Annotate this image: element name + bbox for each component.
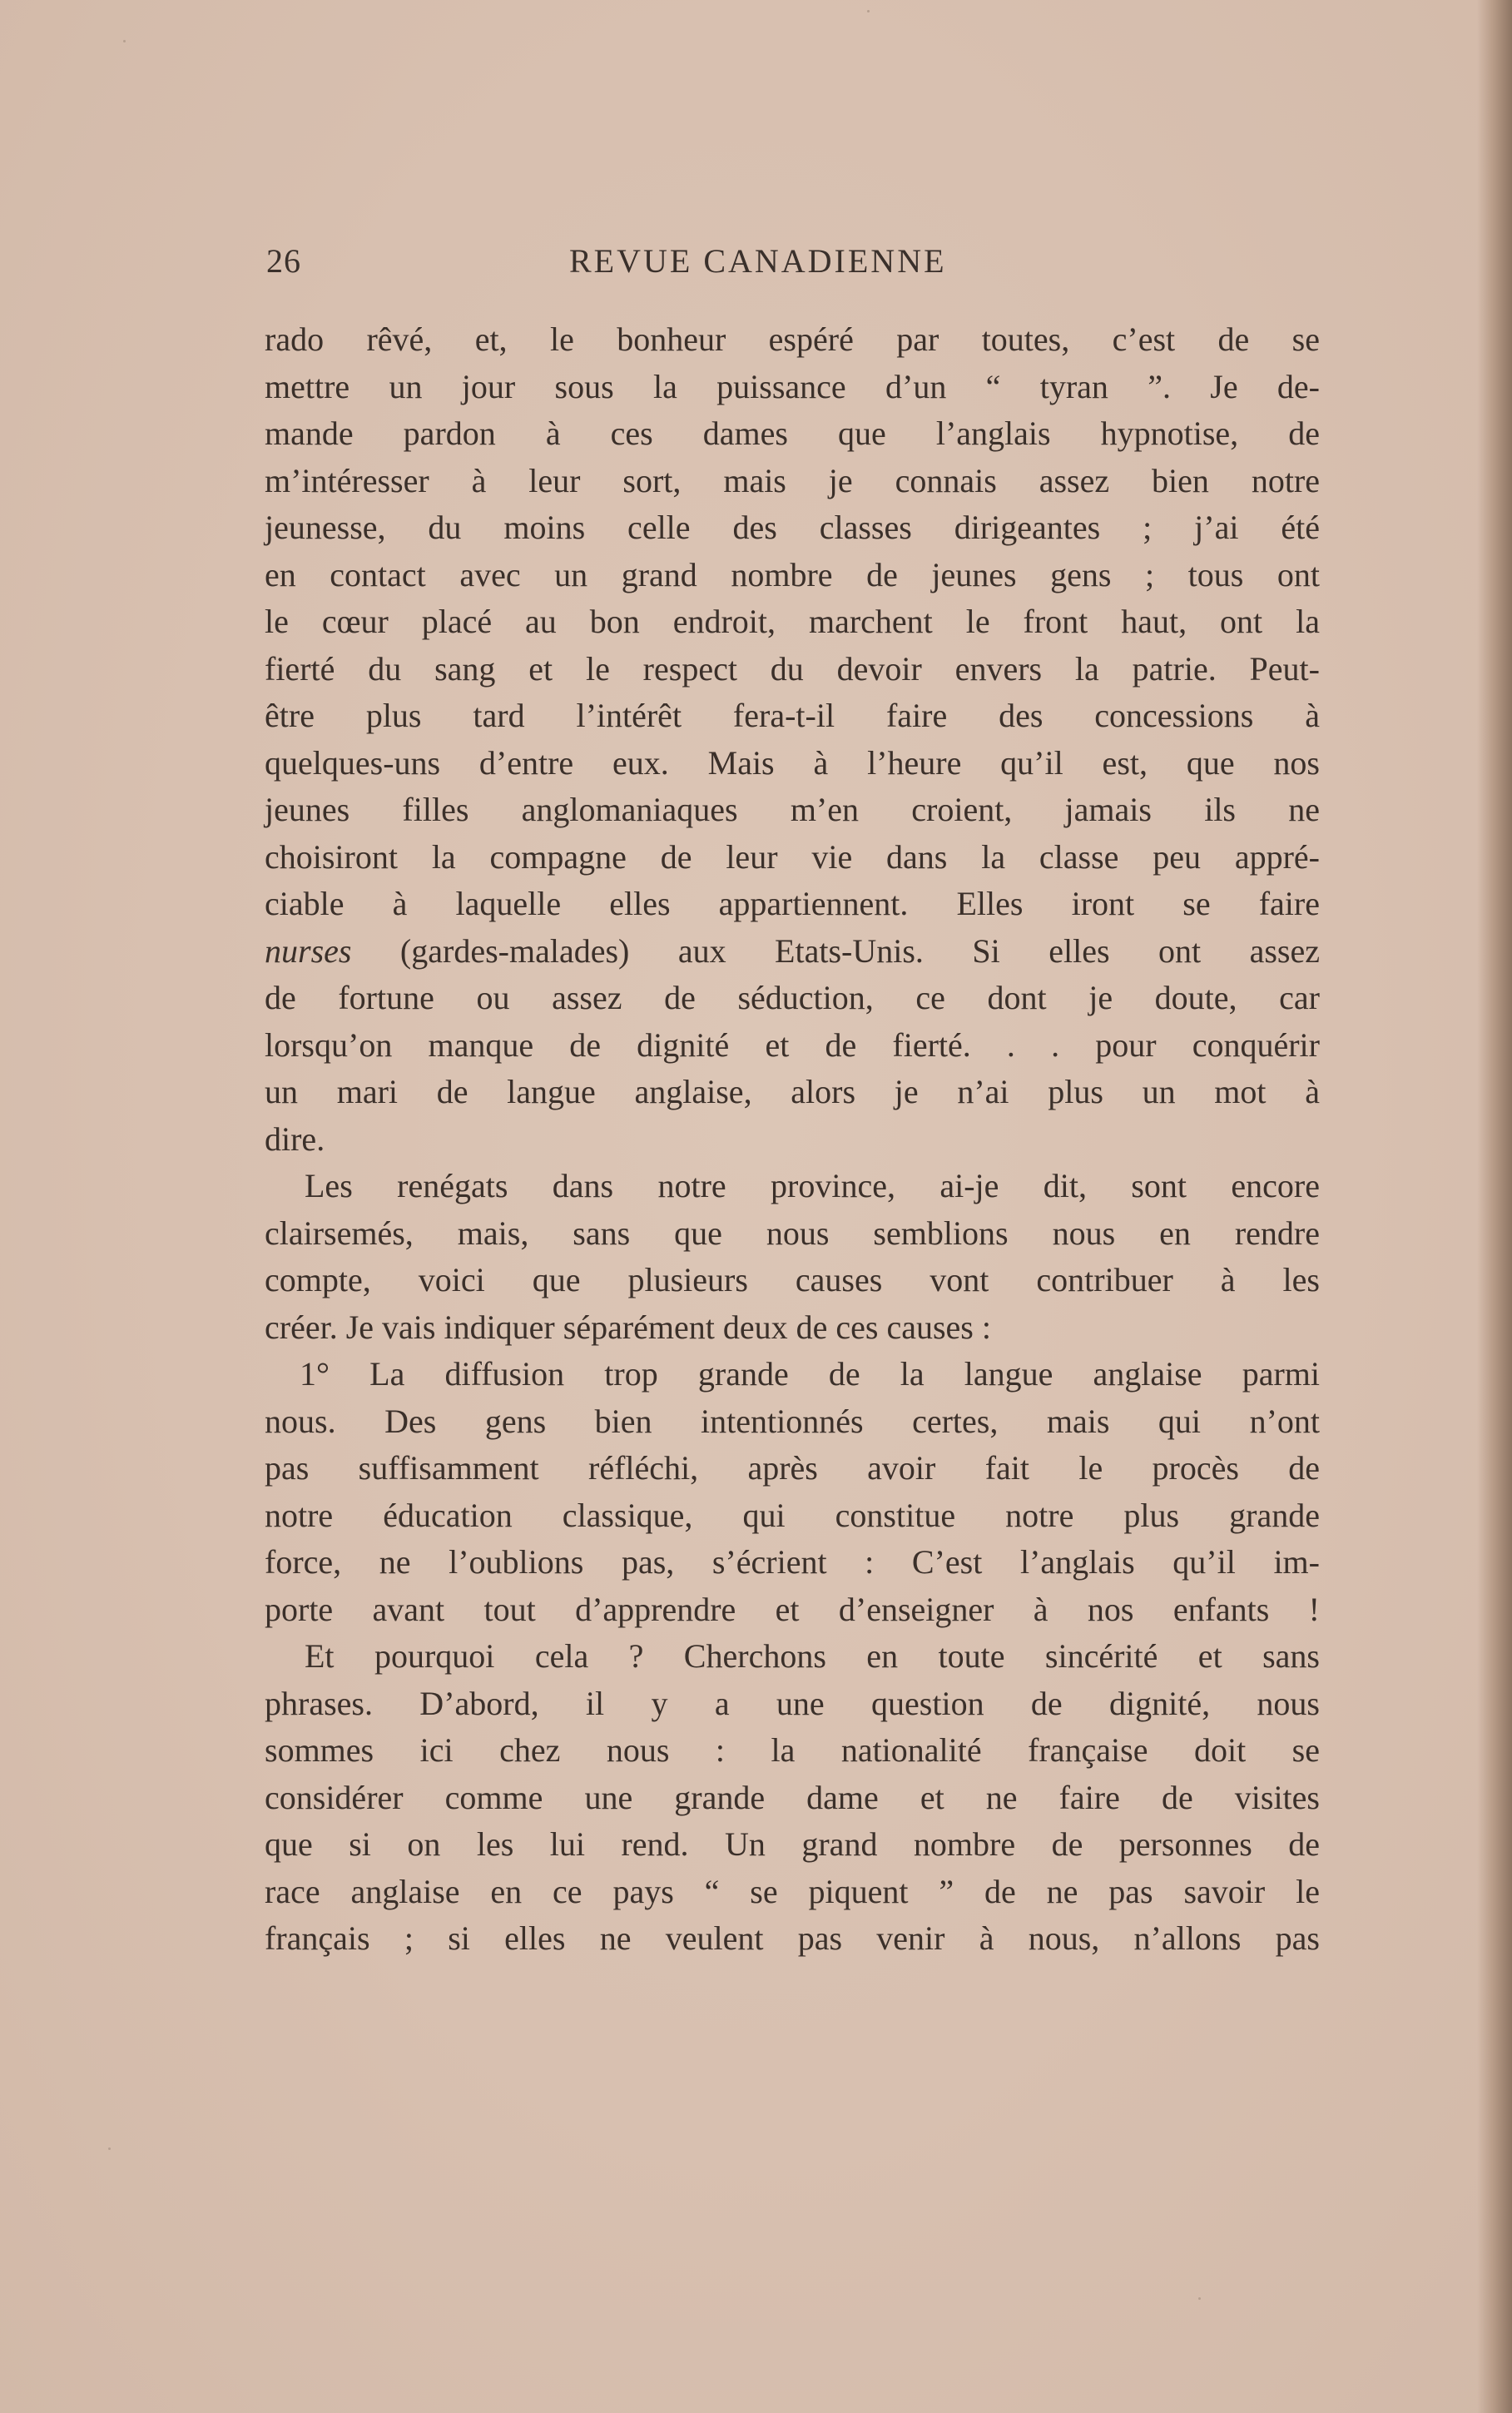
text-line: 1° La diffusion trop grande de la langue anglaise parmi: [300, 1355, 1320, 1393]
text-line: dire.: [265, 1120, 325, 1158]
text-line: porte avant tout d’apprendre et d’enseigner à nos enfants !: [265, 1590, 1320, 1628]
text-line: nurses (gardes-malades) aux Etats-Unis. Si elles ont assez: [265, 931, 1320, 970]
text-line: jeunesse, du moins celle des classes dirigeantes ; j’ai été: [265, 509, 1320, 546]
text-line: choisiront la compagne de leur vie dans la classe peu appré-: [265, 837, 1320, 876]
body-text: [265, 316, 1320, 1963]
paper-speck: [1198, 2297, 1201, 2300]
text-line: français ; si elles ne veulent pas venir à nous, n’allons pas: [265, 1919, 1320, 1957]
page-header: [266, 241, 1032, 291]
text-line: m’intéresser à leur sort, mais je connais assez bien notre: [265, 461, 1320, 499]
text-line: mande pardon à ces dames que l’anglais hypnotise, de: [265, 415, 1320, 452]
paper-speck: [867, 10, 870, 12]
text-line: le cœur placé au bon endroit, marchent le front haut, ont la: [265, 603, 1320, 640]
text-line: quelques-uns d’entre eux. Mais à l’heure qu’il est, que nos: [265, 743, 1320, 782]
text-line: jeunes filles anglomaniaques m’en croient, jamais ils ne: [265, 791, 1320, 828]
text-line: considérer comme une grande dame et ne faire de visites: [265, 1778, 1320, 1816]
italic-word: nurses: [265, 931, 352, 970]
page-number: 26: [266, 242, 301, 280]
running-title: REVUE CANADIENNE: [569, 242, 947, 280]
text-line: lorsqu’on manque de dignité et de fierté. . . pour conquérir: [265, 1025, 1320, 1064]
text-line: rado rêvé, et, le bonheur espéré par toutes, c’est de se: [265, 320, 1320, 358]
text-line: en contact avec un grand nombre de jeunes gens ; tous ont: [265, 555, 1320, 593]
text-line: Et pourquoi cela ? Cherchons en toute sincérité et sans: [305, 1637, 1320, 1675]
text-line: notre éducation classique, qui constitue notre plus grande: [265, 1496, 1320, 1534]
text-line: nous. Des gens bien intentionnés certes, mais qui n’ont: [265, 1402, 1320, 1440]
text-line: sommes ici chez nous : la nationalité française doit se: [265, 1731, 1320, 1769]
text-line: ciable à laquelle elles appartiennent. Elles iront se faire: [265, 885, 1320, 922]
text-line: Les renégats dans notre province, ai-je dit, sont encore: [305, 1167, 1320, 1204]
page-edge-shadow: [1477, 0, 1512, 2413]
text-line: compte, voici que plusieurs causes vont contribuer à les: [265, 1261, 1320, 1298]
text-line: force, ne l’oublions pas, s’écrient : C’est l’anglais qu’il im-: [265, 1543, 1320, 1581]
paper-speck: [123, 40, 126, 42]
text-line: de fortune ou assez de séduction, ce dont je doute, car: [265, 979, 1320, 1016]
text-line: phrases. D’abord, il y a une question de dignité, nous: [265, 1684, 1320, 1722]
paper-speck: [108, 2147, 111, 2150]
text-line: fierté du sang et le respect du devoir envers la patrie. Peut-: [265, 649, 1320, 688]
text-line: que si on les lui rend. Un grand nombre de personnes de: [265, 1825, 1320, 1863]
text-line: pas suffisamment réfléchi, après avoir fait le procès de: [265, 1449, 1320, 1487]
text-line: créer. Je vais indiquer séparément deux de ces causes :: [265, 1308, 991, 1346]
text-line: clairsemés, mais, sans que nous semblions nous en rendre: [265, 1214, 1320, 1252]
text-line: être plus tard l’intérêt fera-t-il faire des concessions à: [265, 697, 1320, 734]
text-line: un mari de langue anglaise, alors je n’ai plus un mot à: [265, 1073, 1320, 1110]
text-line: race anglaise en ce pays “ se piquent ” de ne pas savoir le: [265, 1872, 1320, 1910]
text-line: mettre un jour sous la puissance d’un “ tyran ”. Je de-: [265, 367, 1320, 405]
